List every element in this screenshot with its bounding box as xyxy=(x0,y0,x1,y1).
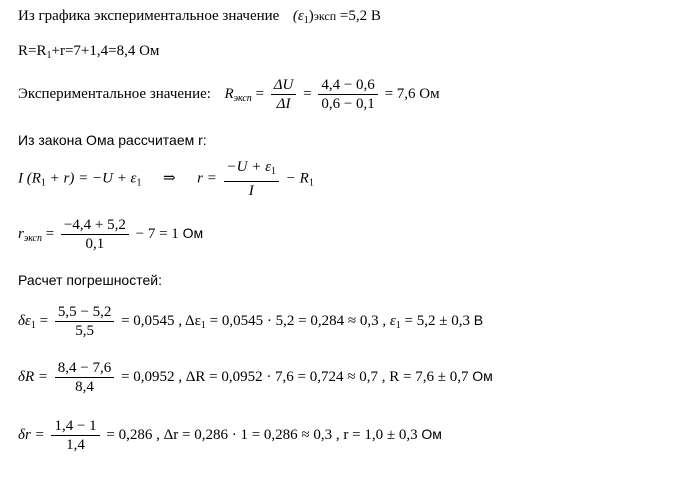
r-equals: r = xyxy=(197,170,217,187)
eq-2: = xyxy=(303,85,312,102)
frac-r-den: I xyxy=(248,183,254,199)
abs-R-value: , ΔR = 0,0952 · 7,6 = 0,724 ≈ 0,7 xyxy=(178,368,379,385)
text-exp-value-from-graph: Из графика экспериментальное значение xyxy=(18,8,280,24)
frac-r-exp-den: 0,1 xyxy=(85,236,105,252)
frac-den-dI: ΔI xyxy=(276,96,291,112)
implies-arrow: ⇒ xyxy=(162,170,176,187)
line-errors-heading xyxy=(18,272,162,288)
r-exp: R xyxy=(224,85,234,102)
frac-den-values: 0,6 − 0,1 xyxy=(321,96,375,112)
abs-emf-start: , Δε xyxy=(178,312,201,329)
line-exp-resistance xyxy=(18,76,440,113)
frac-r-err-den: 1,4 xyxy=(66,437,85,453)
delta-R: δR = xyxy=(18,368,49,385)
line-emf-error xyxy=(18,303,483,340)
frac-r-num: −U + ε xyxy=(226,159,272,175)
abs-emf-sub: 1 xyxy=(200,319,206,331)
delta-r-res: = 0,286 xyxy=(106,426,153,443)
text-errors: Расчет погрешностей: xyxy=(18,272,162,288)
emf-sub: 1 xyxy=(303,15,309,26)
fraction-r-exp xyxy=(61,216,129,253)
fraction-values xyxy=(318,76,377,113)
frac-emf-num: 5,5 − 5,2 xyxy=(55,303,114,322)
line-total-resistance xyxy=(18,43,159,61)
line-resistance-error xyxy=(18,359,493,396)
ohm-lhs: I (R xyxy=(18,170,41,187)
delta-emf: δε xyxy=(18,312,31,329)
delta-R-res: = 0,0952 xyxy=(120,368,175,385)
r-exp-sub: эксп xyxy=(233,92,252,104)
r-exp-tail: − 7 = 1 xyxy=(135,225,179,242)
line-experimental-emf xyxy=(18,8,381,26)
frac-r-exp-num: −4,4 + 5,2 xyxy=(61,216,129,235)
frac-R-den: 8,4 xyxy=(75,379,94,395)
fraction-dU-dI xyxy=(271,76,297,113)
r-exp-unit: Ом xyxy=(182,224,204,241)
emf-final-sub: 1 xyxy=(395,319,401,331)
line-r-exp-calc xyxy=(18,216,203,253)
r-unit: Ом xyxy=(421,425,442,442)
ohm-sub2: 1 xyxy=(136,177,142,189)
fraction-R-error xyxy=(55,359,114,396)
frac-emf-den: 5,5 xyxy=(75,323,94,339)
frac-num-values: 4,4 − 0,6 xyxy=(318,76,377,95)
frac-r-num-sub: 1 xyxy=(271,166,277,177)
R-unit: Ом xyxy=(472,367,493,384)
emf-subscript: эксп xyxy=(313,9,337,23)
eq-1: = xyxy=(255,85,264,102)
emf-value: =5,2 В xyxy=(339,8,381,24)
fraction-r-error xyxy=(51,417,99,454)
fraction-r xyxy=(224,158,280,200)
ohm-sub1: 1 xyxy=(40,177,46,189)
abs-r-value: , Δr = 0,286 · 1 = 0,286 ≈ 0,3 xyxy=(156,426,333,443)
r-total-start: R=R xyxy=(18,43,47,59)
abs-emf-value: = 0,0545 · 5,2 = 0,284 ≈ 0,3 xyxy=(205,312,379,329)
r-exp-result: = 7,6 Ом xyxy=(384,85,440,102)
emf-unit: В xyxy=(473,311,484,328)
delta-emf-eq: = xyxy=(39,312,49,329)
R-final-value: , R = 7,6 ± 0,7 xyxy=(381,368,469,385)
ohm-mid: + r) = −U + ε xyxy=(45,170,137,187)
frac-R-num: 8,4 − 7,6 xyxy=(55,359,114,378)
r-exp-eq: = xyxy=(45,225,55,242)
r-total-rest: +r=7+1,4=8,4 Ом xyxy=(51,43,160,59)
line-ohm-law-heading xyxy=(18,132,207,148)
text-ohm-law: Из закона Ома рассчитаем r: xyxy=(18,132,207,148)
comma-3: , xyxy=(382,312,387,329)
r-exp-symbol: r xyxy=(18,225,24,242)
emf-final-value: = 5,2 ± 0,3 xyxy=(400,312,470,329)
delta-r: δr = xyxy=(18,426,45,443)
delta-emf-sub: 1 xyxy=(30,319,36,331)
emf-final-symbol: ε xyxy=(389,312,396,329)
frac-r-err-num: 1,4 − 1 xyxy=(51,417,99,436)
emf-open: (ε xyxy=(292,8,304,24)
fraction-emf-error xyxy=(55,303,114,340)
r-exp-symbol-sub: эксп xyxy=(23,232,42,244)
r-final-value: , r = 1,0 ± 0,3 xyxy=(335,426,418,443)
line-internal-resistance-error xyxy=(18,417,442,454)
r-tail: − R xyxy=(285,170,309,187)
emf-close: ) xyxy=(308,8,314,24)
line-ohm-law-formula xyxy=(18,158,314,200)
text-exp-value: Экспериментальное значение: xyxy=(18,85,211,102)
r-total-sub: 1 xyxy=(46,50,52,61)
r-tail-sub: 1 xyxy=(308,177,314,189)
frac-num-dU: ΔU xyxy=(271,76,297,95)
delta-emf-res: = 0,0545 xyxy=(121,312,175,329)
